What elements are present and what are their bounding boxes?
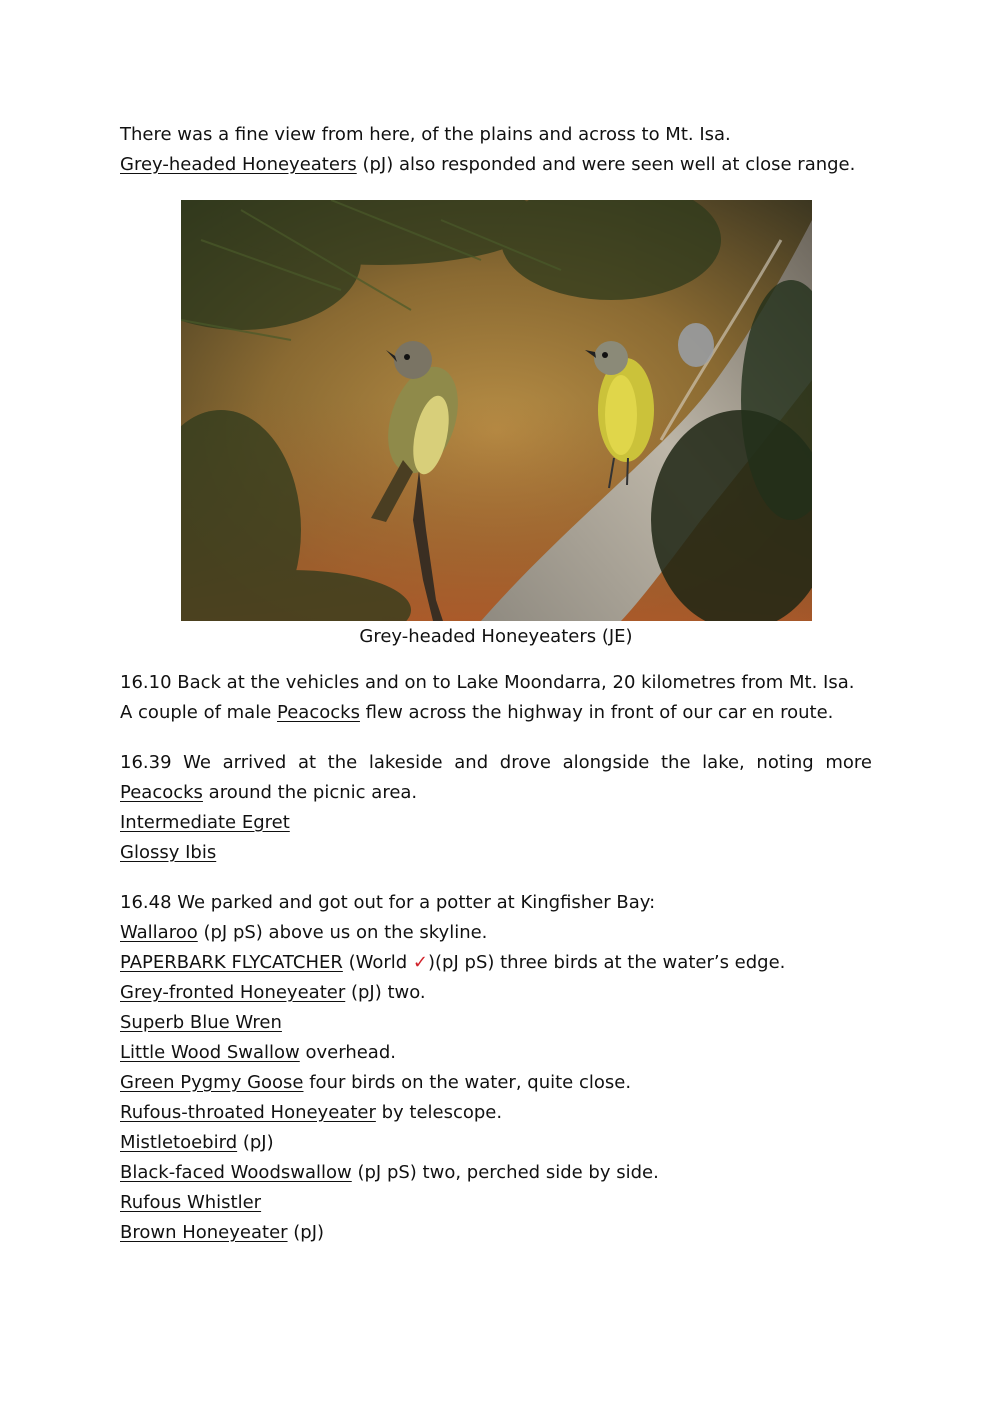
bird-entry <box>120 978 872 1008</box>
bird-name: Little Wood Swallow <box>120 1042 300 1063</box>
bird-name: Green Pygmy Goose <box>120 1072 304 1093</box>
bird-name: Rufous-throated Honeyeater <box>120 1102 376 1123</box>
entry-1610-line: 16.10 Back at the vehicles and on to Lake Moondarra, 20 kilometres from Mt. Isa. <box>120 672 855 693</box>
bird-note: (pJ) <box>237 1132 274 1153</box>
bird-name: Peacocks <box>277 702 360 723</box>
bird-name: Intermediate Egret <box>120 812 290 833</box>
intro-bird-line <box>120 150 872 180</box>
bird-entry <box>120 1068 872 1098</box>
bird-photo <box>181 200 812 621</box>
bird-note: (pJ pS) above us on the skyline. <box>197 922 488 943</box>
bird-note: )(pJ pS) three birds at the water’s edge. <box>428 952 786 973</box>
bird-note: (pJ pS) two, perched side by side. <box>351 1162 659 1183</box>
bird-name: Glossy Ibis <box>120 842 217 863</box>
text: A couple of male <box>120 702 278 723</box>
bird-entry <box>120 1038 872 1068</box>
bird-entry <box>120 1218 872 1248</box>
bird-entry <box>120 1008 872 1038</box>
text: flew across the highway in front of our car en route. <box>359 702 834 723</box>
intro-block <box>120 120 872 180</box>
bird-note: (World <box>342 952 413 973</box>
bird-entry <box>120 948 872 978</box>
bird-entry <box>120 838 872 868</box>
bird-note: (pJ) also responded and were seen well at close range. <box>356 154 856 175</box>
bird-note: (pJ) <box>287 1222 325 1243</box>
entry-1639-peacocks-line <box>120 778 872 808</box>
bird-entry <box>120 1158 872 1188</box>
bird-entry <box>120 808 872 838</box>
bird-name: Rufous Whistler <box>120 1192 262 1213</box>
bird-entry <box>120 1128 872 1158</box>
trip-log <box>120 668 872 1248</box>
text: around the picnic area. <box>202 782 418 803</box>
bird-note: overhead. <box>299 1042 396 1063</box>
entry-1610-peacocks-line <box>120 698 872 728</box>
honeyeaters-photo <box>181 200 812 621</box>
entry-1648-line: 16.48 We parked and got out for a potter at Kingfisher Bay: <box>120 892 656 913</box>
bird-note: by telescope. <box>375 1102 503 1123</box>
bird-note: four birds on the water, quite close. <box>303 1072 632 1093</box>
checkmark-icon: ✓ <box>412 952 429 973</box>
bird-entry <box>120 1188 872 1218</box>
bird-name: Grey-headed Honeyeaters <box>120 154 357 175</box>
bird-name: Superb Blue Wren <box>120 1012 282 1033</box>
intro-line: There was a fine view from here, of the plains and across to Mt. Isa. <box>120 124 731 145</box>
bird-entry <box>120 918 872 948</box>
bird-entry <box>120 1098 872 1128</box>
bird-name: PAPERBARK FLYCATCHER <box>120 952 343 973</box>
photo-caption: Grey-headed Honeyeaters (JE) <box>359 626 633 647</box>
bird-name: Black-faced Woodswallow <box>120 1162 352 1183</box>
bird-name: Peacocks <box>120 782 203 803</box>
bird-name: Wallaroo <box>120 922 198 943</box>
bird-name: Grey-fronted Honeyeater <box>120 982 346 1003</box>
bird-name: Brown Honeyeater <box>120 1222 288 1243</box>
bird-name: Mistletoebird <box>120 1132 238 1153</box>
bird-note: (pJ) two. <box>345 982 426 1003</box>
entry-1639-line: 16.39 We arrived at the lakeside and drove alongside the lake, noting more <box>120 752 872 773</box>
